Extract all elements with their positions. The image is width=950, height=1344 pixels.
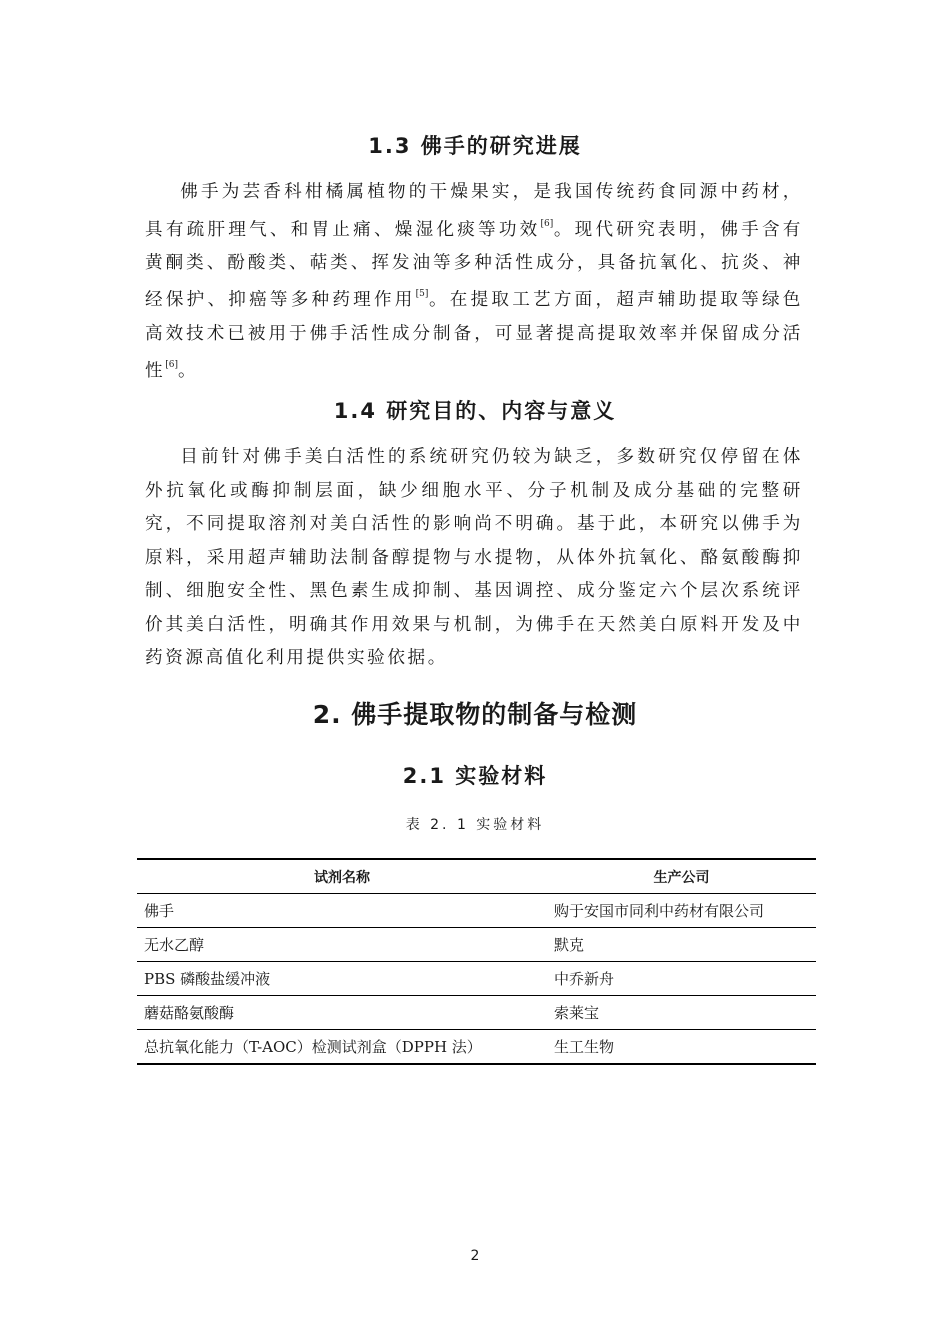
paragraph-1-4: 目前针对佛手美白活性的系统研究仍较为缺乏，多数研究仅停留在体外抗氧化或酶抑制层面，缺少细胞水平、分子机制及成分基础的完整研究，不同提取溶剂对美白活性的影响尚不明确。基于此，本研究以佛手为原料，采用超声辅助法制备醇提物与水提物，从体外抗氧化、酪氨酸酶抑制、细胞安全性、黑色素生成抑制、基因调控、成分鉴定六个层次系统评价其美白活性，明确其作用效果与机制，为佛手在天然美白原料开发及中药资源高值化利用提供实验依据。	[145, 447, 803, 668]
paragraph-1-3	[145, 176, 803, 389]
section-heading-1-3: 1.3 佛手的研究进展	[368, 134, 582, 158]
header-reagent-name: 试剂名称	[137, 859, 547, 894]
citation-ref: [5]	[415, 289, 429, 300]
header-manufacturer: 生产公司	[547, 859, 816, 894]
reagent-cell: PBS 磷酸盐缓冲液	[137, 962, 547, 996]
section-heading-1-4: 1.4 研究目的、内容与意义	[333, 399, 617, 423]
reagent-cell: 无水乙醇	[137, 928, 547, 962]
paragraph-1-3-text-d: 。	[177, 361, 199, 382]
manufacturer-cell: 生工生物	[547, 1030, 816, 1065]
table-header-row	[137, 859, 816, 894]
table-row	[137, 928, 816, 962]
manufacturer-cell: 中乔新舟	[547, 962, 816, 996]
reagent-cell: 蘑菇酪氨酸酶	[137, 996, 547, 1030]
table-row	[137, 1030, 816, 1065]
reagent-cell: 佛手	[137, 894, 547, 928]
paragraph-1-3-text-a: 佛手为芸香科柑橘属植物的干燥果实，是我国传统药食同源中药材，具有疏肝理气、和胃止痛、燥湿化痰等功效	[145, 182, 803, 240]
materials-table	[137, 858, 816, 1065]
page-number: 2	[470, 1248, 480, 1264]
manufacturer-cell: 购于安国市同利中药材有限公司	[547, 894, 816, 928]
table-row	[137, 962, 816, 996]
citation-ref: [6]	[540, 218, 554, 229]
citation-ref: [6]	[165, 360, 178, 371]
table-row	[137, 996, 816, 1030]
table-caption: 表 2. 1 实验材料	[405, 817, 545, 833]
paragraph-1-3-text-b: 。现代研究表明，佛手含有黄酮类、酚酸类、萜类、挥发油等多种活性成分，具备抗氧化、抗炎、神经保护、抑癌等多种药理作用	[145, 219, 804, 311]
reagent-cell: 总抗氧化能力（T-AOC）检测试剂盒（DPPH 法）	[137, 1030, 547, 1065]
manufacturer-cell: 索莱宝	[547, 996, 816, 1030]
chapter-heading-2: 2. 佛手提取物的制备与检测	[312, 700, 638, 729]
manufacturer-cell: 默克	[547, 928, 816, 962]
section-heading-2-1: 2.1 实验材料	[402, 764, 548, 788]
table-row	[137, 894, 816, 928]
paragraph-1-3-text-c: 。在提取工艺方面，超声辅助提取等绿色高效技术已被用于佛手活性成分制备，可显著提高提取效率并保留成分活性	[145, 290, 803, 382]
